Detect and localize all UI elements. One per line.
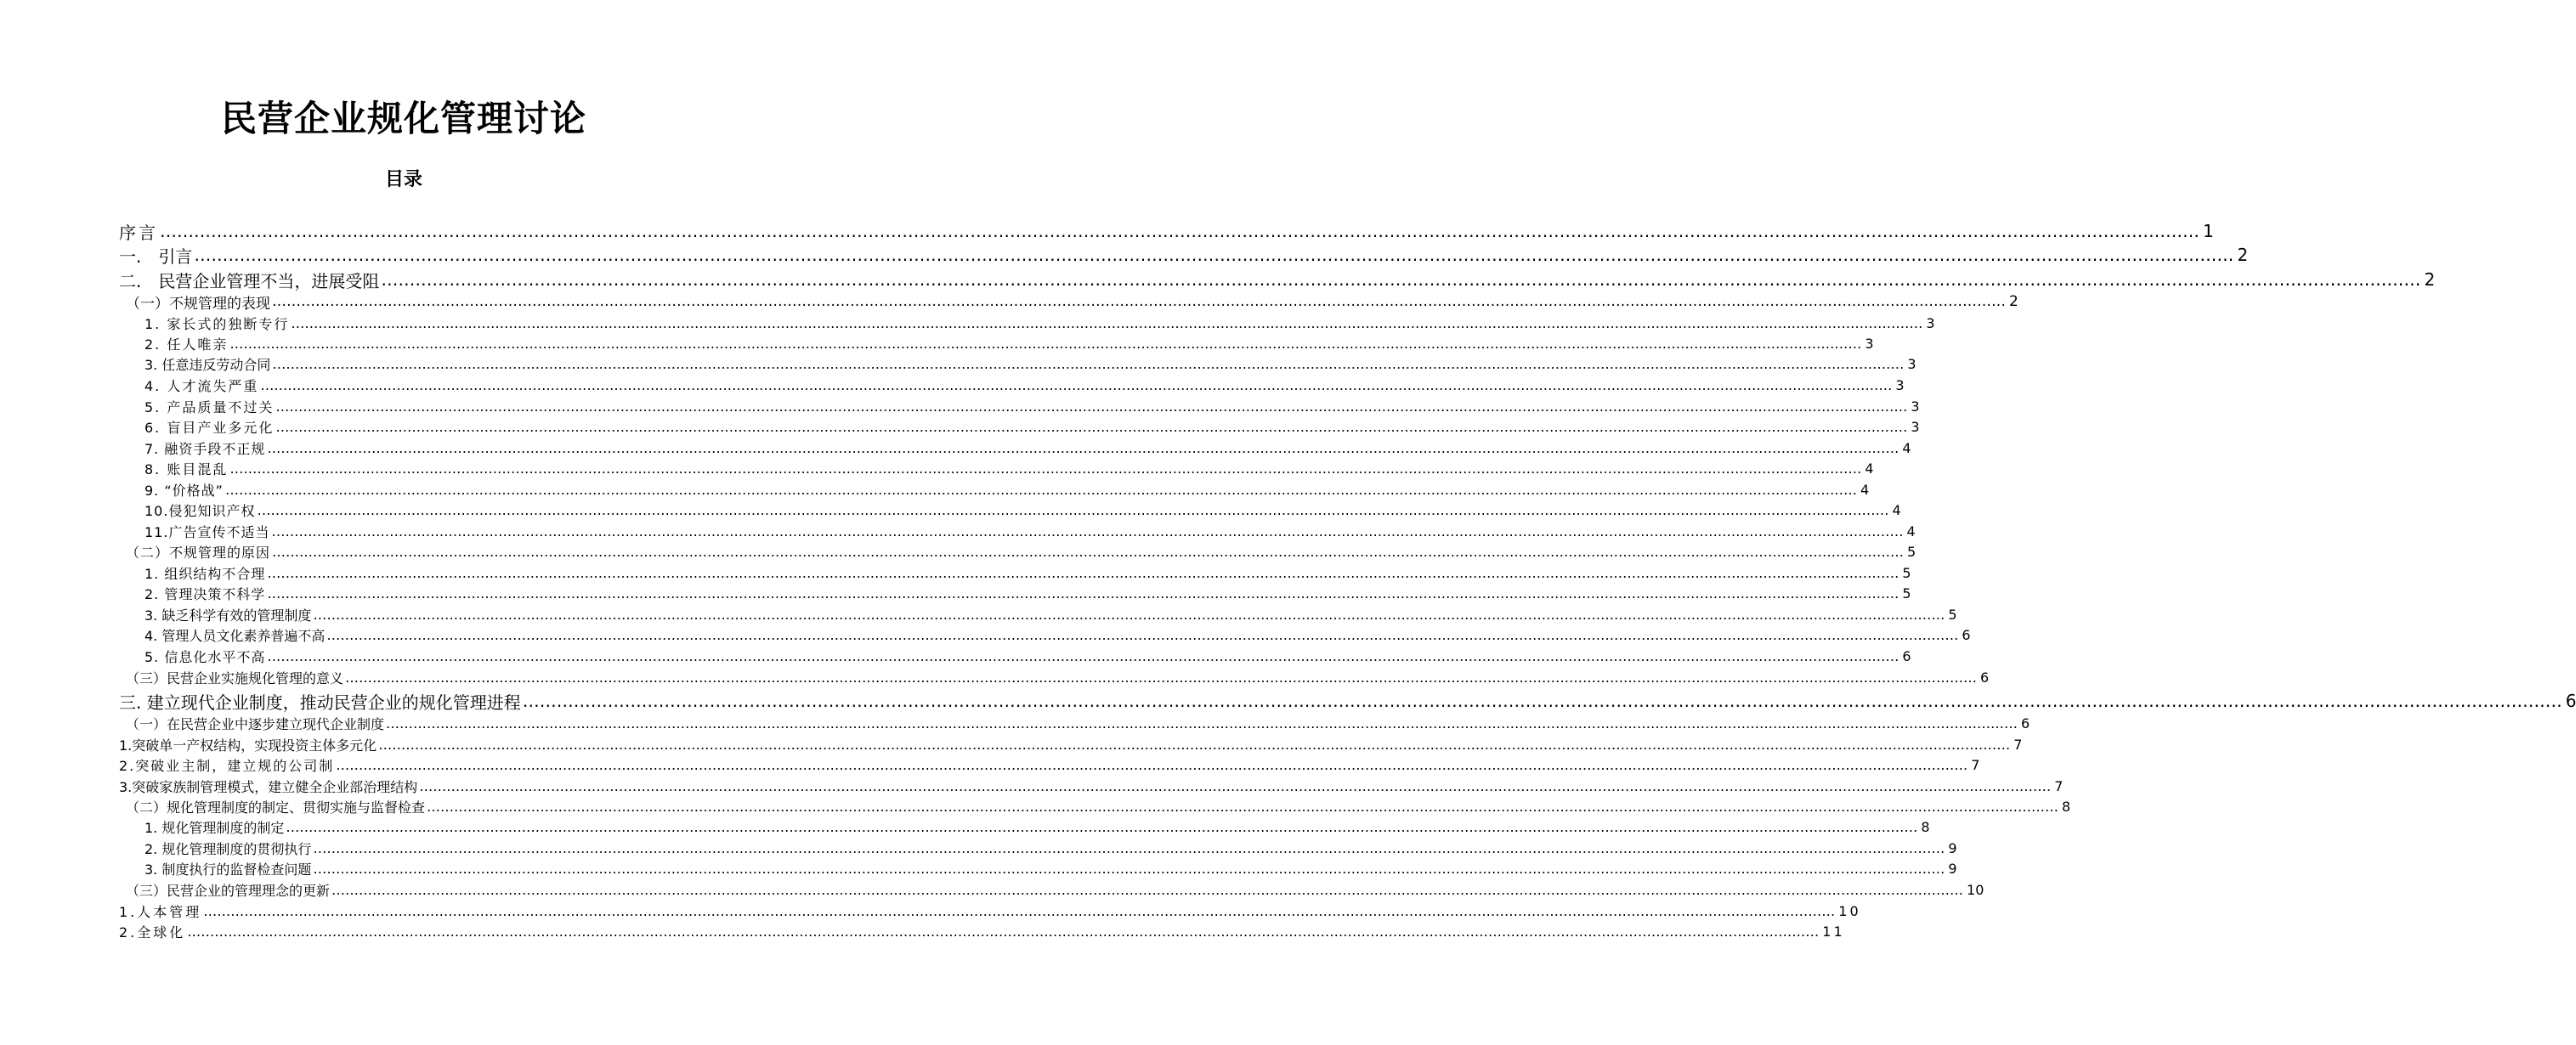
toc-entry-text: 3. 制度执行的监督检查问题 xyxy=(144,861,312,878)
toc-entry-page: 6 xyxy=(2565,691,2576,711)
toc-entry[interactable] xyxy=(126,541,1917,562)
toc-entry[interactable] xyxy=(144,646,1912,666)
document-title: 民营企业规化管理讨论 xyxy=(220,98,586,139)
toc-entry-page: 9 xyxy=(1948,839,1957,856)
toc-entry[interactable] xyxy=(119,901,1861,921)
dot-leader: ……………………………………………………………………………………………………………………………………………………………………………………………………………………………………………………………………………………………………………………………… xyxy=(386,715,2018,732)
toc-entry-text: 5. 信息化水平不高 xyxy=(144,648,266,665)
toc-entry-text: 1. 家长式的独断专行 xyxy=(144,315,290,332)
dot-leader: ……………………………………………………………………………………………………………………………………………………………………………………………………………………………………………………………………………………………………………………………… xyxy=(419,777,2052,794)
toc-entry[interactable] xyxy=(126,667,1990,687)
toc-entry-page: 7 xyxy=(2054,777,2064,794)
dot-leader: ……………………………………………………………………………………………………………………………………………………………………………………………………………………………………………………………………………………………………………………………… xyxy=(272,543,1905,560)
toc-entry-text: （二）不规管理的原因 xyxy=(126,544,271,561)
toc-entry-page: 6 xyxy=(1902,647,1912,664)
dot-leader: ……………………………………………………………………………………………………………………………………………………………………………………………………………………………………………………………………………………………………………………………… xyxy=(313,860,1945,877)
toc-entry[interactable] xyxy=(126,879,1984,900)
toc-entry-text: 9. “价格战” xyxy=(144,482,224,499)
toc-entry[interactable] xyxy=(144,333,1876,353)
toc-entry[interactable] xyxy=(144,521,1916,541)
toc-entry-text: 1.人本管理 xyxy=(119,903,202,920)
toc-entry-text: 4. 人才流失严重 xyxy=(144,377,259,394)
toc-entry[interactable] xyxy=(126,713,2030,733)
toc-entry-page: 3 xyxy=(1895,376,1906,393)
dot-leader: ……………………………………………………………………………………………………………………………………………………………………………………………………………………………………………………………………………………………………………………………… xyxy=(381,269,2421,290)
toc-entry-text: 11.广告宣传不适当 xyxy=(144,523,270,540)
dot-leader: ……………………………………………………………………………………………………………………………………………………………………………………………………………………………………………………………………………………………………………………………… xyxy=(291,314,1923,331)
toc-entry-page: 4 xyxy=(1906,522,1916,539)
toc-entry-text: 2.突破业主制，建立规的公司制 xyxy=(119,757,335,774)
dot-leader: ……………………………………………………………………………………………………………………………………………………………………………………………………………………………………………………………………………………………………………………………… xyxy=(272,355,1905,372)
toc-entry-page: 4 xyxy=(1902,439,1912,456)
toc-heading: 目录 xyxy=(384,169,422,190)
dot-leader: ……………………………………………………………………………………………………………………………………………………………………………………………………………………………………………………………………………………………………………………………… xyxy=(427,798,2059,815)
toc-entry-page: 3 xyxy=(1926,314,1937,331)
toc-entry-page: 3 xyxy=(1911,418,1922,435)
toc-entry[interactable] xyxy=(144,604,1957,624)
toc-entry[interactable] xyxy=(119,268,2436,291)
dot-leader: ……………………………………………………………………………………………………………………………………………………………………………………………………………………………………………………………………………………………………………………………… xyxy=(275,398,1908,415)
toc-entry-text: 2. 任人唯亲 xyxy=(144,336,229,353)
toc-entry[interactable] xyxy=(119,921,1845,941)
dot-leader: ……………………………………………………………………………………………………………………………………………………………………………………………………………………………………………………………………………………………………………………………… xyxy=(160,221,2200,241)
toc-entry-text: 7. 融资手段不正规 xyxy=(144,440,266,457)
toc-entry-text: 3. 缺乏科学有效的管理制度 xyxy=(144,607,312,624)
toc-entry-page: 6 xyxy=(2021,715,2030,732)
dot-leader: ……………………………………………………………………………………………………………………………………………………………………………………………………………………………………………………………………………………………………………………………… xyxy=(229,460,1862,477)
dot-leader: ……………………………………………………………………………………………………………………………………………………………………………………………………………………………………………………………………………………………………………………………… xyxy=(267,439,1899,456)
toc-entry[interactable] xyxy=(119,776,2064,796)
toc-entry-page: 5 xyxy=(1902,585,1912,602)
toc-entry[interactable] xyxy=(144,500,1902,520)
toc-entry[interactable] xyxy=(144,624,1971,645)
toc-entry-page: 5 xyxy=(1907,543,1917,560)
dot-leader: ……………………………………………………………………………………………………………………………………………………………………………………………………………………………………………………………………………………………………………………………… xyxy=(257,501,1889,518)
toc-entry-page: 5 xyxy=(1902,564,1912,581)
toc-entry-text: （三）民营企业实施规化管理的意义 xyxy=(126,669,344,686)
toc-entry-page: 9 xyxy=(1948,860,1957,877)
dot-leader: ……………………………………………………………………………………………………………………………………………………………………………………………………………………………………………………………………………………………………………………………… xyxy=(331,881,1964,898)
toc-entry[interactable] xyxy=(144,583,1912,603)
toc-entry-page: 10 xyxy=(1838,902,1861,919)
toc-entry-text: 3. 任意违反劳动合同 xyxy=(144,356,271,373)
toc-entry-text: 2.全球化 xyxy=(119,924,186,940)
dot-leader: ……………………………………………………………………………………………………………………………………………………………………………………………………………………………………………………………………………………………………………………………… xyxy=(326,626,1959,643)
toc-entry-text: 2. 管理决策不科学 xyxy=(144,585,266,602)
toc-entry-text: 2. 规化管理制度的贯彻执行 xyxy=(144,840,312,857)
toc-entry[interactable] xyxy=(144,313,1937,333)
dot-leader: ……………………………………………………………………………………………………………………………………………………………………………………………………………………………………………………………………………………………………………………………… xyxy=(267,564,1899,581)
dot-leader: ……………………………………………………………………………………………………………………………………………………………………………………………………………………………………………………………………………………………………………………………… xyxy=(267,585,1899,602)
toc-entry-page: 7 xyxy=(2013,736,2023,753)
toc-entry-page: 8 xyxy=(2062,798,2071,815)
toc-entry-page: 7 xyxy=(1971,756,1982,773)
toc-entry[interactable] xyxy=(119,754,1982,775)
toc-entry[interactable] xyxy=(144,838,1957,858)
toc-entry[interactable] xyxy=(119,689,2576,713)
dot-leader: ……………………………………………………………………………………………………………………………………………………………………………………………………………………………………………………………………………………………………………………………… xyxy=(286,818,1918,835)
toc-entry[interactable] xyxy=(144,858,1957,878)
toc-entry-text: 1.突破单一产权结构，实现投资主体多元化 xyxy=(119,737,377,754)
dot-leader: ……………………………………………………………………………………………………………………………………………………………………………………………………………………………………………………………………………………………………………………………… xyxy=(345,669,1978,686)
toc-entry-text: 1. 组织结构不合理 xyxy=(144,565,266,582)
toc-entry-text: 8. 账目混乱 xyxy=(144,460,229,477)
toc-entry-text: （一）不规管理的表现 xyxy=(126,295,270,313)
toc-entry[interactable] xyxy=(119,220,2216,243)
toc-entry-text: （三）民营企业的管理理念的更新 xyxy=(126,882,331,899)
toc-entry-page: 10 xyxy=(1967,881,1984,898)
dot-leader: ……………………………………………………………………………………………………………………………………………………………………………………………………………………………………………………………………………………………………………………………… xyxy=(224,481,1857,498)
dot-leader: ……………………………………………………………………………………………………………………………………………………………………………………………………………………………………………………………………………………………………………………………… xyxy=(267,647,1899,664)
dot-leader: ……………………………………………………………………………………………………………………………………………………………………………………………………………………………………………………………………………………………………………………………… xyxy=(194,245,2234,265)
toc-entry-page: 3 xyxy=(1911,398,1922,415)
toc-entry[interactable] xyxy=(144,562,1912,583)
toc-entry-page: 2 xyxy=(2424,269,2436,290)
dot-leader: ……………………………………………………………………………………………………………………………………………………………………………………………………………………………………………………………………………………………………………………………… xyxy=(313,606,1945,623)
dot-leader: ……………………………………………………………………………………………………………………………………………………………………………………………………………………………………………………………………………………………………………………………… xyxy=(336,756,1968,773)
toc-entry-page: 8 xyxy=(1921,818,1930,835)
dot-leader: ……………………………………………………………………………………………………………………………………………………………………………………………………………………………………………………………………………………………………………………………… xyxy=(271,522,1904,539)
dot-leader: ……………………………………………………………………………………………………………………………………………………………………………………………………………………………………………………………………………………………………………………………… xyxy=(272,293,2006,310)
dot-leader: ……………………………………………………………………………………………………………………………………………………………………………………………………………………………………………………………………………………………………………………………… xyxy=(260,376,1893,393)
toc-entry-text: （一）在民营企业中逐步建立现代企业制度 xyxy=(126,715,385,732)
toc-entry-page: 2 xyxy=(2009,293,2018,310)
toc-entry[interactable] xyxy=(144,353,1916,374)
toc-entry-text: （二）规化管理制度的制定、贯彻实施与监督检查 xyxy=(126,799,426,816)
toc-entry-page: 6 xyxy=(1980,669,1990,686)
toc-entry-text: 5. 产品质量不过关 xyxy=(144,398,275,415)
toc-entry-page: 4 xyxy=(1865,460,1876,477)
toc-entry-text: 三. 建立现代企业制度，推动民营企业的规化管理进程 xyxy=(119,692,521,713)
toc-entry-page: 3 xyxy=(1907,355,1916,372)
dot-leader: ……………………………………………………………………………………………………………………………………………………………………………………………………………………………………………………………………………………………………………………………… xyxy=(187,923,1820,940)
dot-leader: ……………………………………………………………………………………………………………………………………………………………………………………………………………………………………………………………………………………………………………………………… xyxy=(313,839,1945,856)
dot-leader: ……………………………………………………………………………………………………………………………………………………………………………………………………………………………………………………………………………………………………………………………… xyxy=(522,691,2562,711)
toc-entry[interactable] xyxy=(144,816,1930,837)
toc-entry-page: 6 xyxy=(1962,626,1971,643)
dot-leader: ……………………………………………………………………………………………………………………………………………………………………………………………………………………………………………………………………………………………………………………………… xyxy=(378,736,2011,753)
toc-entry-page: 2 xyxy=(2237,245,2249,265)
toc-entry[interactable] xyxy=(119,244,2249,267)
toc-entry[interactable] xyxy=(144,438,1912,458)
toc-entry-text: 二. 民营企业管理不当，进展受阻 xyxy=(119,270,380,291)
toc-entry[interactable] xyxy=(144,375,1906,395)
toc-entry-page: 5 xyxy=(1948,606,1957,623)
toc-entry[interactable] xyxy=(144,396,1922,416)
toc-entry-text: 4. 管理人员文化素养普遍不高 xyxy=(144,627,326,644)
toc-entry[interactable] xyxy=(126,291,2018,313)
toc-entry-text: 序言 xyxy=(119,222,158,243)
toc-entry-text: 3.突破家族制管理模式，建立健全企业部治理结构 xyxy=(119,778,418,795)
toc-entry-page: 3 xyxy=(1865,335,1876,352)
toc-entry[interactable] xyxy=(144,416,1922,437)
toc-entry-page: 4 xyxy=(1860,481,1871,498)
dot-leader: ……………………………………………………………………………………………………………………………………………………………………………………………………………………………………………………………………………………………………………………………… xyxy=(275,418,1908,435)
dot-leader: ……………………………………………………………………………………………………………………………………………………………………………………………………………………………………………………………………………………………………………………………… xyxy=(229,335,1862,352)
toc-entry-text: 10.侵犯知识产权 xyxy=(144,502,256,519)
toc-entry-page: 4 xyxy=(1892,501,1902,518)
toc-entry[interactable] xyxy=(144,458,1876,478)
toc-entry[interactable] xyxy=(119,734,2023,754)
toc-entry[interactable] xyxy=(126,796,2071,816)
toc-entry-text: 一. 引言 xyxy=(119,246,193,267)
dot-leader: ……………………………………………………………………………………………………………………………………………………………………………………………………………………………………………………………………………………………………………………………… xyxy=(203,902,1836,919)
toc-entry[interactable] xyxy=(144,479,1871,500)
toc-entry-text: 6. 盲目产业多元化 xyxy=(144,419,275,436)
toc-entry-page: 1 xyxy=(2203,221,2216,241)
toc-entry-text: 1. 规化管理制度的制定 xyxy=(144,819,285,836)
toc-entry-page: 11 xyxy=(1822,923,1845,940)
